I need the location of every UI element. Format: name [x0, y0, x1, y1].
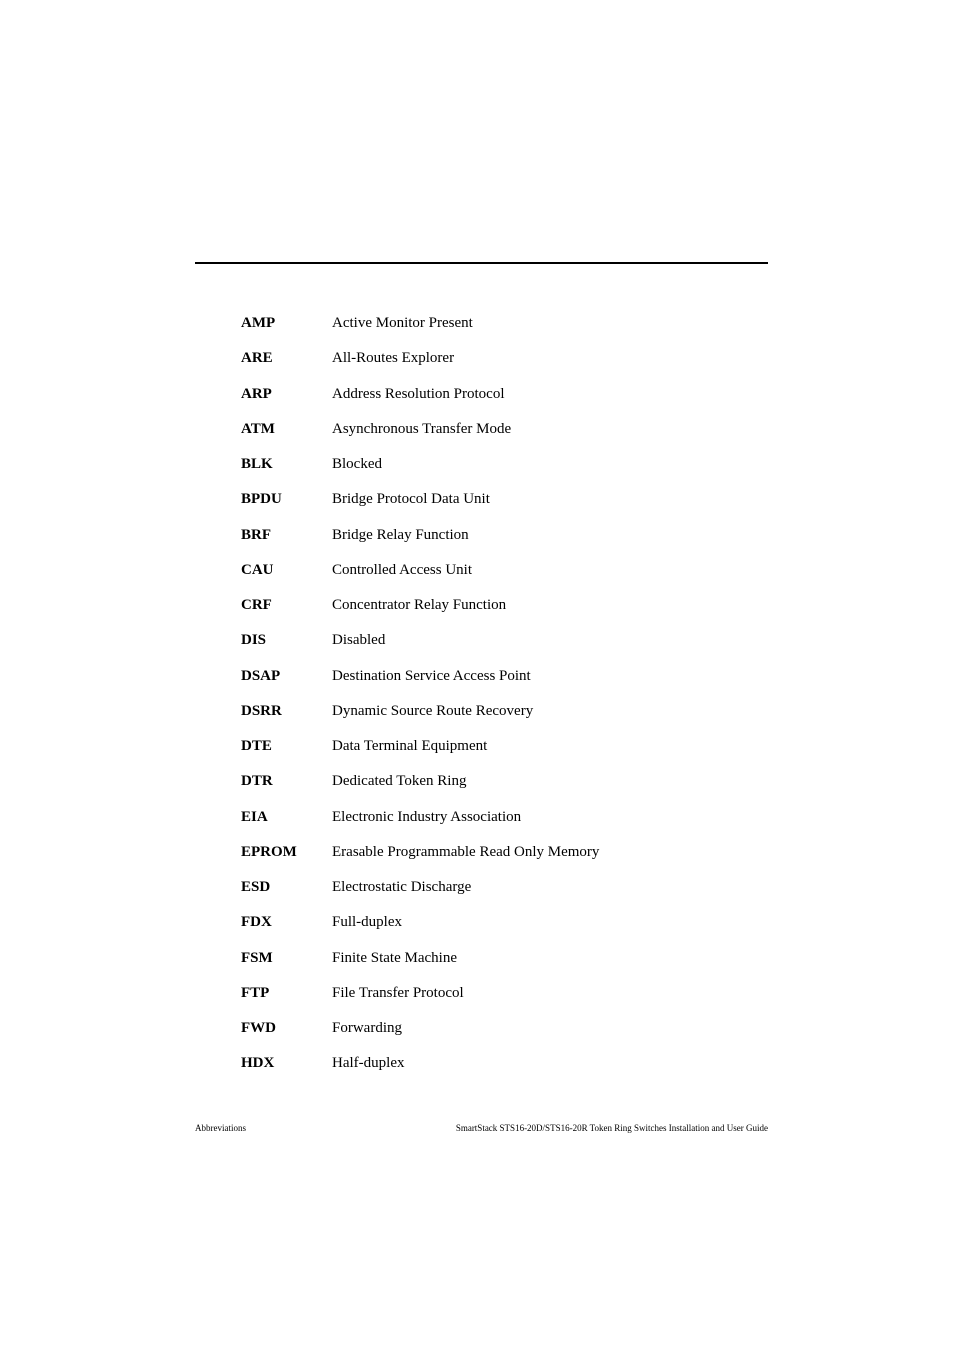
abbreviation-term: EIA: [241, 808, 268, 825]
abbreviation-term: BRF: [241, 526, 271, 543]
abbreviation-definition: Electronic Industry Association: [332, 808, 522, 825]
abbreviation-term: DSAP: [241, 667, 281, 684]
abbreviation-definition: Forwarding: [332, 1020, 402, 1036]
abbreviation-definition: Address Resolution Protocol: [332, 385, 505, 402]
abbreviation-definition: Bridge Relay Function: [332, 526, 469, 543]
abbreviation-term: EPROM: [241, 843, 297, 860]
abbreviation-row: [241, 525, 741, 560]
abbreviation-definition: Controlled Access Unit: [332, 561, 472, 578]
abbreviation-definition: Finite State Machine: [332, 949, 457, 966]
abbreviation-term: BPDU: [241, 491, 282, 508]
abbreviation-definition: File Transfer Protocol: [332, 984, 464, 1001]
abbreviation-definition: Concentrator Relay Function: [332, 597, 507, 613]
abbreviation-term: FTP: [241, 984, 270, 1001]
abbreviation-row: [241, 489, 741, 524]
abbreviation-row: [241, 912, 741, 947]
abbreviation-term: AMP: [241, 315, 276, 331]
abbreviation-definition: Full-duplex: [332, 914, 402, 931]
abbreviation-definition: Destination Service Access Point: [332, 667, 531, 684]
abbreviation-definition: Asynchronous Transfer Mode: [332, 420, 512, 437]
abbreviation-term: DTE: [241, 738, 272, 754]
abbreviation-term: CAU: [241, 561, 274, 578]
abbreviation-term: FSM: [241, 949, 273, 966]
abbreviation-row: [241, 560, 741, 595]
abbreviation-definition: All-Routes Explorer: [332, 350, 455, 367]
abbreviation-row: [241, 736, 741, 771]
abbreviation-definition: Blocked: [332, 456, 382, 472]
abbreviation-definition: Half-duplex: [332, 1055, 405, 1072]
footer-section-label: Abbreviations: [195, 1123, 246, 1133]
abbreviation-term: CRF: [241, 597, 272, 613]
abbreviation-term: ARE: [241, 350, 273, 367]
abbreviation-term: ATM: [241, 420, 275, 437]
abbreviation-list: [241, 313, 741, 1089]
abbreviation-definition: Active Monitor Present: [332, 315, 473, 331]
footer-document-title: SmartStack STS16-20D/STS16-20R Token Ring Switches Installation and User Guide: [455, 1123, 768, 1133]
abbreviation-term: ARP: [241, 385, 272, 402]
abbreviation-definition: Electrostatic Discharge: [332, 879, 472, 895]
abbreviation-definition: Bridge Protocol Data Unit: [332, 491, 490, 508]
abbreviation-term: FWD: [241, 1020, 276, 1036]
abbreviation-row: [241, 1053, 741, 1088]
abbreviation-row: [241, 807, 741, 842]
abbreviation-row: [241, 630, 741, 665]
abbreviation-row: [241, 1018, 741, 1053]
abbreviation-definition: Disabled: [332, 632, 386, 649]
abbreviation-term: DIS: [241, 632, 267, 649]
abbreviation-term: ESD: [241, 879, 271, 895]
abbreviation-row: [241, 348, 741, 383]
abbreviation-term: DSRR: [241, 702, 282, 719]
abbreviation-term: DTR: [241, 773, 273, 790]
abbreviation-row: [241, 701, 741, 736]
abbreviation-term: BLK: [241, 456, 273, 472]
abbreviation-row: [241, 983, 741, 1018]
abbreviation-definition: Dedicated Token Ring: [332, 773, 467, 790]
header-rule: [195, 262, 768, 264]
abbreviation-row: [241, 666, 741, 701]
abbreviation-row: [241, 877, 741, 912]
abbreviation-term: HDX: [241, 1055, 275, 1072]
abbreviation-row: [241, 419, 741, 454]
abbreviation-row: [241, 313, 741, 348]
abbreviation-row: [241, 384, 741, 419]
abbreviation-definition: Data Terminal Equipment: [332, 738, 488, 754]
abbreviation-definition: Erasable Programmable Read Only Memory: [332, 843, 600, 860]
abbreviation-row: [241, 948, 741, 983]
abbreviation-row: [241, 771, 741, 806]
abbreviation-term: FDX: [241, 914, 272, 931]
abbreviation-row: [241, 454, 741, 489]
abbreviation-definition: Dynamic Source Route Recovery: [332, 702, 534, 719]
abbreviation-row: [241, 595, 741, 630]
abbreviation-row: [241, 842, 741, 877]
